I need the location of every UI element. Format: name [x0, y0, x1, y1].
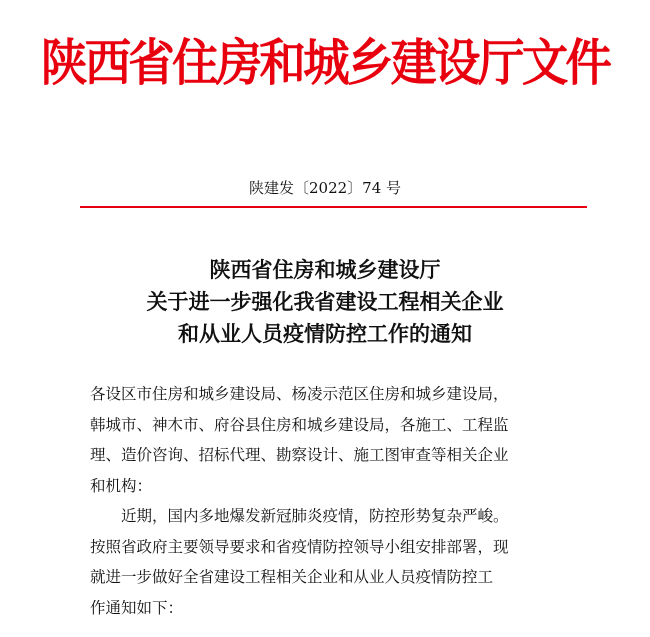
addressee-line: 理、造价咨询、招标代理、勘察设计、施工图审查等相关企业 — [90, 446, 509, 464]
document-masthead: 陕西省住房和城乡建设厅文件 — [40, 34, 610, 92]
red-divider-line — [80, 206, 587, 208]
title-line-2: 关于进一步强化我省建设工程相关企业 — [146, 290, 504, 314]
paragraph-line: 就进一步做好全省建设工程相关企业和从业人员疫情防控工 — [90, 568, 494, 586]
addressee-line: 和机构： — [90, 476, 153, 495]
title-line-1: 陕西省住房和城乡建设厅 — [209, 258, 441, 282]
title-line-3: 和从业人员疫情防控工作的通知 — [178, 322, 472, 346]
paragraph-line: 近期，国内多地爆发新冠肺炎疫情，防控形势复杂严峻。 — [121, 507, 509, 525]
document-number: 陕建发〔2022〕74 号 — [248, 179, 402, 197]
addressee-line: 各设区市住房和城乡建设局、杨凌示范区住房和城乡建设局， — [90, 385, 509, 403]
paragraph-line: 按照省政府主要领导要求和省疫情防控领导小组安排部署，现 — [90, 537, 509, 556]
document-title — [0, 254, 650, 350]
addressee-line: 韩城市、神木市、府谷县住房和城乡建设局，各施工、工程监 — [90, 415, 509, 434]
paragraph-line: 作通知如下： — [90, 598, 184, 617]
document-body — [90, 379, 560, 623]
